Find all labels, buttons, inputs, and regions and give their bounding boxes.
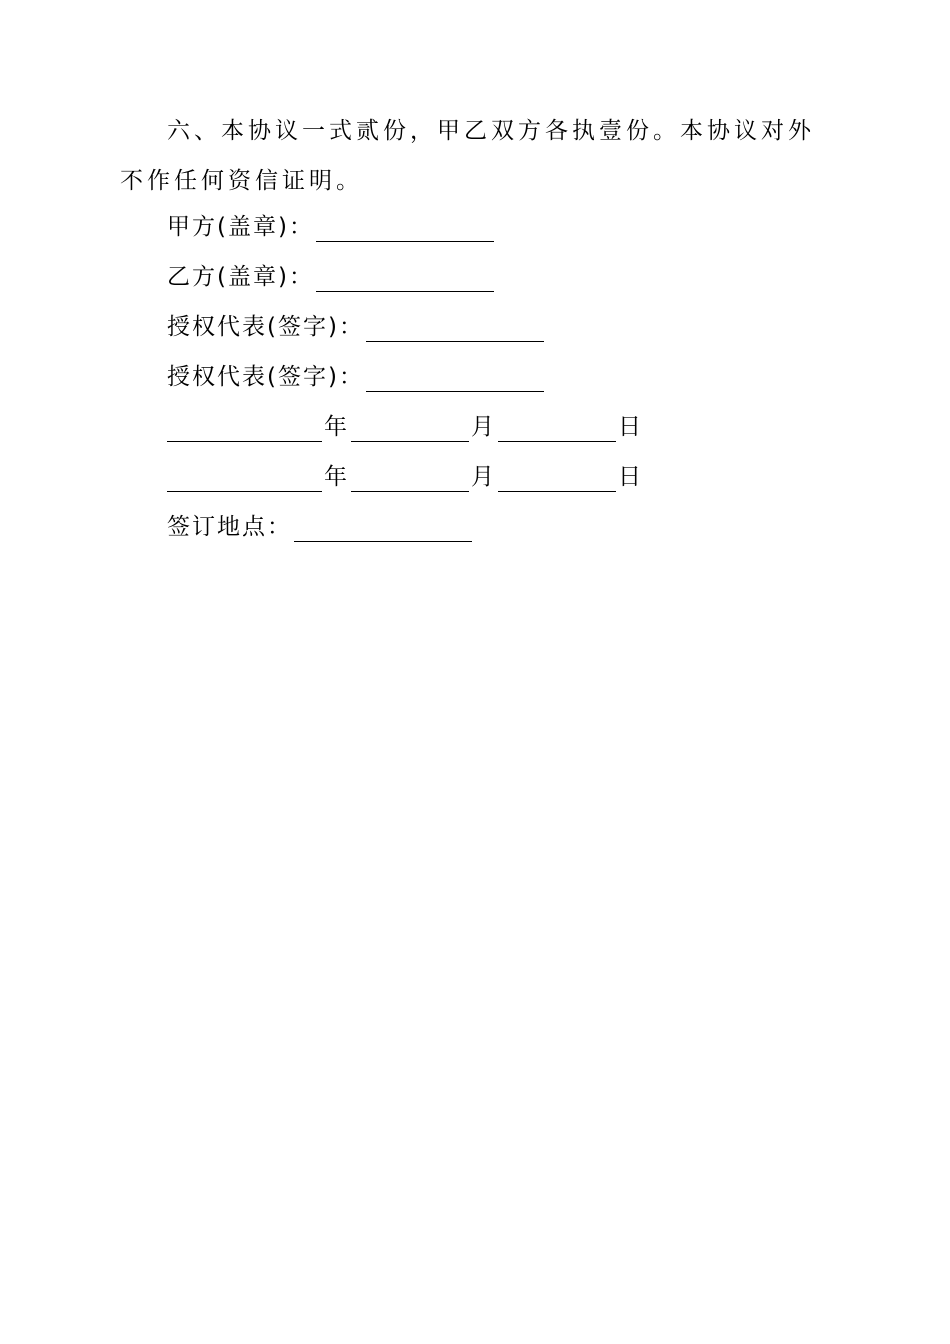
month-label-1: 月 xyxy=(471,414,496,440)
party-a-label: 甲方(盖章)： xyxy=(167,214,314,240)
date-line-1 xyxy=(167,412,645,442)
rep1-signature-blank[interactable] xyxy=(366,319,544,342)
day-blank-1[interactable] xyxy=(498,419,616,442)
rep2-signature-blank[interactable] xyxy=(366,369,544,392)
month-blank-1[interactable] xyxy=(351,419,469,442)
clause-six: 六、本协议一式贰份，甲乙双方各执壹份。本协议对外不作任何资信证明。 xyxy=(120,118,815,194)
party-b-signature-line xyxy=(167,262,494,292)
signing-place-blank[interactable] xyxy=(294,519,472,542)
signing-place-label: 签订地点： xyxy=(167,514,292,540)
rep2-signature-line xyxy=(167,362,544,392)
year-blank-1[interactable] xyxy=(167,419,322,442)
year-label-1: 年 xyxy=(324,414,349,440)
rep2-label: 授权代表(签字)： xyxy=(167,364,364,390)
day-label-1: 日 xyxy=(618,414,643,440)
day-blank-2[interactable] xyxy=(498,469,616,492)
date-line-2 xyxy=(167,462,645,492)
day-label-2: 日 xyxy=(618,464,643,490)
month-blank-2[interactable] xyxy=(351,469,469,492)
party-a-signature-line xyxy=(167,212,494,242)
party-b-label: 乙方(盖章)： xyxy=(167,264,314,290)
signing-place-line xyxy=(167,512,472,542)
party-a-seal-blank[interactable] xyxy=(316,219,494,242)
rep1-label: 授权代表(签字)： xyxy=(167,314,364,340)
rep1-signature-line xyxy=(167,312,544,342)
party-b-seal-blank[interactable] xyxy=(316,269,494,292)
year-label-2: 年 xyxy=(324,464,349,490)
year-blank-2[interactable] xyxy=(167,469,322,492)
month-label-2: 月 xyxy=(471,464,496,490)
